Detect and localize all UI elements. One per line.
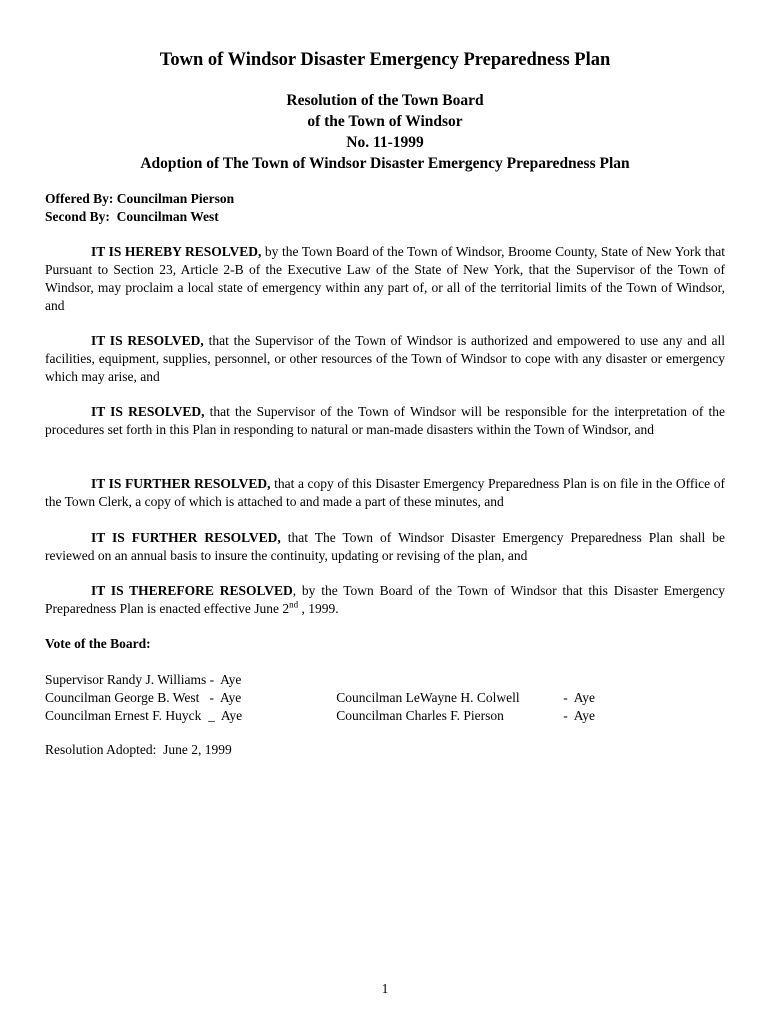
paragraph-2-text: that the Supervisor of the Town of Windsor is authorized and empowered to use any and all facilities, equipment, supplies, personnel, or other resources of the Town of Windsor to cope with any disaster or emergency which may arise, and [45,333,725,384]
vote-heading: Vote of the Board: [45,636,151,651]
voter-name: Councilman LeWayne H. Colwell [336,690,520,705]
paragraph-1-text: by the Town Board of the Town of Windsor, Broome County, State of New York that Pursuant to Section 23, Article 2-B of the Executive Law of the State of New York, that the Supervisor of the Town of Windsor, may proclaim a local state of emergency within any part of, or all of the territorial limits of the Town of Windsor, and [45,244,725,313]
resolution-line-2: of the Town of Windsor [307,113,463,130]
adoption-date: Resolution Adopted: June 2, 1999 [45,742,232,757]
paragraph-1 [45,243,725,315]
paragraph-4-lead: IT IS FURTHER RESOLVED, [91,476,271,491]
paragraph-5-text: that The Town of Windsor Disaster Emergency Preparedness Plan shall be reviewed on an annual basis to insure the continuity, updating or revising of the plan, and [45,530,725,563]
offered-by: Offered By: Councilman Pierson [45,191,235,206]
paragraph-5 [45,529,725,565]
vote-entry [316,671,596,705]
vote-entry: Councilman George B. West - Aye [45,690,242,705]
second-by: Second By: Councilman West [45,209,219,224]
paragraph-6-lead: IT IS THEREFORE RESOLVED [91,583,293,598]
resolution-subject: Adoption of The Town of Windsor Disaster Emergency Preparedness Plan [140,155,630,172]
paragraph-1-lead: IT IS HEREBY RESOLVED, [91,244,262,259]
page-number: 1 [381,981,389,996]
vote-value: - Aye [563,708,596,723]
votes-left-column [45,671,242,725]
ordinal-suffix: nd [289,599,299,610]
paragraph-3-text: that the Supervisor of the Town of Windsor will be responsible for the interpretation of the procedures set forth in this Plan in responding to natural or man-made disasters within the Town of Windsor, and [45,404,725,437]
vote-value: - Aye [563,690,596,705]
votes-right-column [316,671,596,723]
paragraph-6-text-end: , 1999. [298,601,339,616]
vote-entry: Councilman Ernest F. Huyck _ Aye [45,708,243,723]
document-title: Town of Windsor Disaster Emergency Preparedness Plan [159,50,611,70]
resolution-line-1: Resolution of the Town Board [286,92,484,109]
sponsors [45,190,725,226]
paragraph-4 [45,475,725,511]
paragraph-2-lead: IT IS RESOLVED, [91,333,204,348]
paragraph-6 [45,582,725,618]
resolution-number: No. 11-1999 [346,134,424,151]
paragraph-4-text: that a copy of this Disaster Emergency Preparedness Plan is on file in the Office of the Town Clerk, a copy of which is attached to and made a part of these minutes, and [45,476,725,509]
paragraph-6-text: , by the Town Board of the Town of Windsor that this Disaster Emergency Preparedness Plan is enacted effective June 2 [45,583,725,616]
voter-name: Councilman Charles F. Pierson [336,708,504,723]
resolution-header [0,90,770,174]
paragraph-3-lead: IT IS RESOLVED, [91,404,205,419]
paragraph-2 [45,332,725,386]
paragraph-3 [45,403,725,439]
vote-entry: Supervisor Randy J. Williams - Aye [45,672,242,687]
paragraph-5-lead: IT IS FURTHER RESOLVED, [91,530,281,545]
